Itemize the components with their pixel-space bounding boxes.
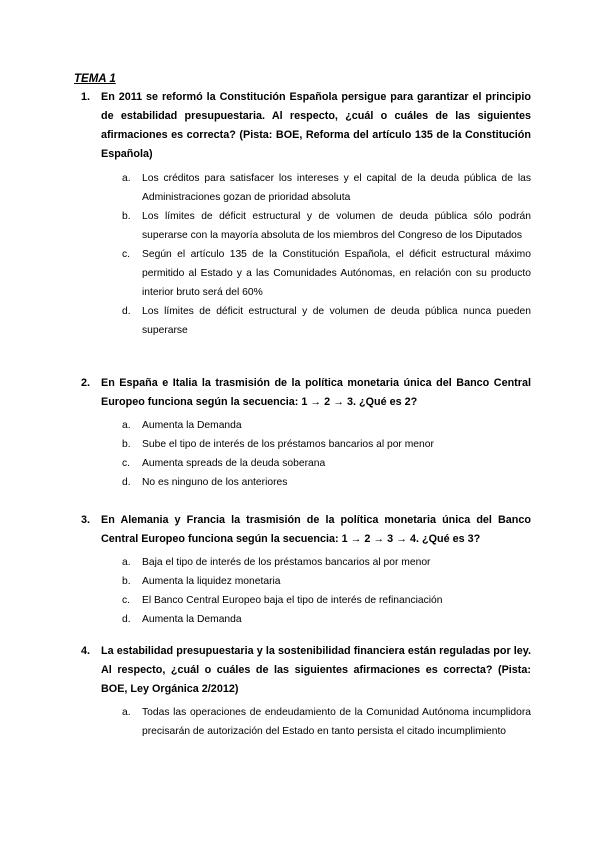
option-text: Sube el tipo de interés de los préstamos bancarios al por menor — [142, 439, 434, 450]
question-3 — [81, 511, 531, 629]
option-letter: b. — [122, 211, 131, 222]
option-item — [122, 416, 531, 435]
question-header — [81, 88, 531, 164]
option-text: Todas las operaciones de endeudamiento de la Comunidad Autónoma incumplidora precisarán de autorización del Estado en tanto persista el citado incumplimiento — [142, 707, 531, 737]
option-item — [122, 454, 531, 473]
option-list — [122, 416, 531, 492]
question-text: En Alemania y Francia la trasmisión de la política monetaria única del Banco Central Europeo funciona según la secuencia: 1 → 2 → 3 → 4. ¿Qué es 3? — [101, 514, 531, 545]
option-letter: a. — [122, 557, 131, 568]
option-item — [122, 473, 531, 492]
option-item — [122, 703, 531, 741]
option-text: Los créditos para satisfacer los intereses y el capital de la deuda pública de las Administraciones gozan de prioridad absoluta — [142, 173, 531, 203]
option-item — [122, 207, 531, 245]
question-number: 3. — [81, 514, 91, 526]
option-item — [122, 245, 531, 302]
question-1 — [81, 88, 531, 340]
option-letter: c. — [122, 249, 131, 260]
option-text: Los límites de déficit estructural y de volumen de deuda pública nunca pueden superarse — [142, 306, 531, 336]
option-text: Aumenta la Demanda — [142, 614, 242, 625]
option-letter: a. — [122, 420, 131, 431]
option-letter: c. — [122, 595, 131, 606]
option-text: El Banco Central Europeo baja el tipo de interés de refinanciación — [142, 595, 443, 606]
option-item — [122, 435, 531, 454]
option-text: Aumenta spreads de la deuda soberana — [142, 458, 326, 469]
question-number: 4. — [81, 645, 91, 657]
question-number: 1. — [81, 91, 91, 103]
question-text: La estabilidad presupuestaria y la sostenibilidad financiera están reguladas por ley. Al respecto, ¿cuál o cuáles de las siguientes afirmaciones es correcta? (Pista: BOE, Ley Orgánica 2/2012) — [101, 645, 531, 695]
question-header — [81, 374, 531, 412]
option-letter: b. — [122, 576, 131, 587]
option-letter: b. — [122, 439, 131, 450]
option-list — [122, 703, 531, 741]
option-item — [122, 572, 531, 591]
option-letter: d. — [122, 477, 131, 488]
question-text: En 2011 se reformó la Constitución Española persigue para garantizar el principio de estabilidad presupuestaria. Al respecto, ¿cuál o cuáles de las siguientes afirmaciones es correcta? (Pista: BOE, Reforma del artículo 135 de la Constitución Española) — [101, 91, 531, 160]
option-text: No es ninguno de los anteriores — [142, 477, 288, 488]
option-letter: c. — [122, 458, 131, 469]
question-4 — [81, 642, 531, 741]
option-letter: d. — [122, 614, 131, 625]
question-text: En España e Italia la trasmisión de la política monetaria única del Banco Central Europeo funciona según la secuencia: 1 → 2 → 3. ¿Qué es 2? — [101, 377, 531, 408]
question-2 — [81, 374, 531, 492]
option-letter: a. — [122, 173, 131, 184]
question-header — [81, 642, 531, 699]
option-item — [122, 302, 531, 340]
option-letter: d. — [122, 306, 131, 317]
option-text: Los límites de déficit estructural y de volumen de deuda pública sólo podrán superarse con la mayoría absoluta de los miembros del Congreso de los Diputados — [142, 211, 531, 241]
option-item — [122, 553, 531, 572]
option-list — [122, 169, 531, 340]
option-text: Baja el tipo de interés de los préstamos bancarios al por menor — [142, 557, 431, 568]
option-item — [122, 610, 531, 629]
option-text: Según el artículo 135 de la Constitución Española, el déficit estructural máximo permitido al Estado y a las Comunidades Autónomas, en relación con su producto interior bruto será del 60% — [142, 249, 531, 298]
option-text: Aumenta la Demanda — [142, 420, 242, 431]
option-list — [122, 553, 531, 629]
option-item — [122, 591, 531, 610]
question-header — [81, 511, 531, 549]
section-heading: TEMA 1 — [74, 73, 116, 85]
question-number: 2. — [81, 377, 91, 389]
option-text: Aumenta la liquidez monetaria — [142, 576, 281, 587]
option-item — [122, 169, 531, 207]
option-letter: a. — [122, 707, 131, 718]
